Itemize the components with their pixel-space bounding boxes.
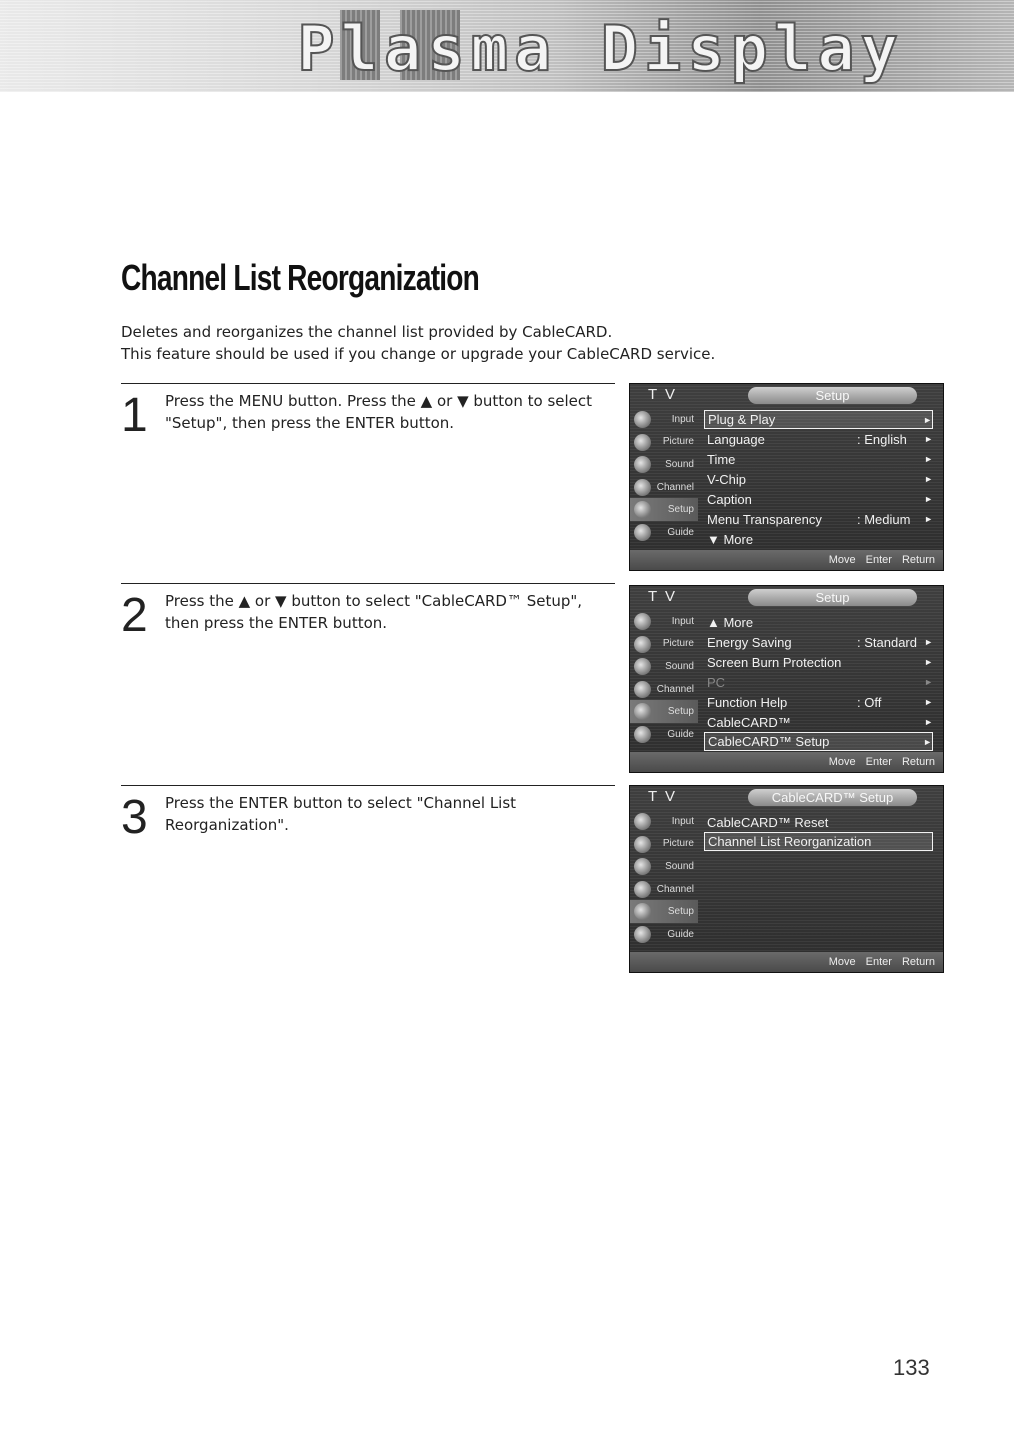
osd-sidebar-label: Setup: [667, 504, 694, 516]
osd-menu-item-label: Screen Burn Protection: [707, 654, 842, 670]
osd-sidebar-label: Sound: [665, 860, 694, 872]
osd-sidebar-item-channel[interactable]: [630, 878, 698, 901]
osd-sidebar-item-guide[interactable]: [630, 923, 698, 946]
osd-menu-item-label: V-Chip: [707, 471, 747, 487]
osd-menu-item-label: PC: [707, 674, 726, 690]
guide-icon: [634, 524, 651, 541]
osd-footer-return: Return: [901, 554, 935, 566]
osd-menu-item-value: : Standard: [857, 634, 917, 650]
arrow-right-icon: ►: [924, 514, 933, 524]
guide-icon: [634, 926, 651, 943]
sound-icon: [634, 658, 651, 675]
step-text: Press the ENTER button to select "Channel List Reorganization".: [165, 794, 517, 834]
osd-menu-item-label: Time: [707, 451, 736, 467]
osd-sidebar-item-channel[interactable]: [630, 678, 698, 701]
channel-icon: [634, 881, 651, 898]
intro-text: [121, 321, 881, 365]
osd-menu-item-label: Energy Saving: [707, 634, 792, 650]
arrow-right-icon: ►: [924, 657, 933, 667]
osd-sidebar-item-guide[interactable]: [630, 723, 698, 746]
osd-tv-label: T V: [648, 386, 678, 403]
osd-sidebar-item-guide[interactable]: [630, 521, 698, 544]
arrow-right-icon: ►: [924, 637, 933, 647]
osd-footer-enter: Enter: [865, 554, 892, 566]
arrow-right-icon: ►: [923, 414, 932, 425]
sound-icon: [634, 858, 651, 875]
osd-tv-label: T V: [648, 588, 678, 605]
osd-sidebar-item-input[interactable]: [630, 810, 698, 833]
osd-menu-list: [704, 812, 933, 851]
osd-menu-item[interactable]: [704, 449, 933, 469]
osd-footer-return: Return: [901, 956, 935, 968]
arrow-right-icon: ►: [923, 736, 932, 747]
osd-footer-enter: Enter: [865, 956, 892, 968]
arrow-right-icon: ►: [924, 494, 933, 504]
osd-sidebar-label: Sound: [665, 660, 694, 672]
osd-sidebar-item-picture[interactable]: [630, 833, 698, 856]
osd-sidebar-item-sound[interactable]: [630, 453, 698, 476]
osd-sidebar-item-channel[interactable]: [630, 476, 698, 499]
step-number: 3: [121, 791, 148, 844]
channel-icon: [634, 681, 651, 698]
osd-menu-list: [704, 410, 933, 549]
osd-menu-item-label: Caption: [707, 491, 752, 507]
osd-menu-item-label: Language: [707, 431, 765, 447]
picture-icon: [634, 636, 651, 653]
step-2: [121, 583, 615, 642]
arrow-right-icon: ►: [924, 434, 933, 444]
osd-menu-item-label: ▼ More: [707, 531, 754, 547]
osd-menu-item-label: Function Help: [707, 694, 788, 710]
osd-sidebar-item-setup[interactable]: [630, 900, 698, 923]
osd-menu-item[interactable]: [704, 692, 933, 712]
osd-footer-return: Return: [901, 756, 935, 768]
osd-menu-item[interactable]: [704, 429, 933, 449]
arrow-right-icon: ►: [924, 454, 933, 464]
arrow-right-icon: ►: [924, 474, 933, 484]
osd-menu-item[interactable]: [704, 529, 933, 549]
osd-sidebar-item-input[interactable]: [630, 408, 698, 431]
osd-footer-move: Move: [828, 756, 856, 768]
step-1: [121, 383, 615, 442]
osd-sidebar-label: Channel: [656, 683, 694, 695]
osd-screen-cablecard-setup: [629, 785, 944, 973]
osd-menu-item[interactable]: [704, 832, 933, 851]
osd-menu-item[interactable]: [704, 712, 933, 732]
osd-menu-header: CableCARD™ Setup: [748, 789, 917, 806]
osd-sidebar-item-input[interactable]: [630, 610, 698, 633]
picture-icon: [634, 434, 651, 451]
page-number: 133: [893, 1355, 930, 1380]
setup-icon: [634, 703, 651, 720]
osd-footer-move: Move: [828, 956, 856, 968]
osd-menu-item-label: CableCARD™ Reset: [707, 814, 829, 830]
osd-screen-setup: [629, 383, 944, 571]
osd-menu-item[interactable]: [704, 489, 933, 509]
input-icon: [634, 813, 651, 830]
osd-menu-item-value: : Off: [857, 694, 882, 710]
intro-line: Deletes and reorganizes the channel list provided by CableCARD.: [121, 323, 613, 341]
osd-sidebar-label: Picture: [662, 638, 694, 650]
osd-footer: [630, 752, 943, 772]
osd-sidebar-label: Input: [671, 615, 694, 627]
osd-sidebar-label: Guide: [667, 526, 694, 538]
osd-sidebar: [630, 610, 698, 750]
page-title: Channel List Reorganization: [121, 257, 480, 298]
osd-menu-header: Setup: [748, 589, 917, 606]
osd-sidebar-item-sound[interactable]: [630, 655, 698, 678]
step-number: 2: [121, 589, 148, 642]
osd-sidebar-item-setup[interactable]: [630, 700, 698, 723]
osd-footer: [630, 550, 943, 570]
arrow-right-icon: ►: [924, 717, 933, 727]
osd-menu-item-label: Channel List Reorganization: [708, 834, 872, 849]
input-icon: [634, 613, 651, 630]
osd-sidebar-item-sound[interactable]: [630, 855, 698, 878]
osd-menu-item-label: ▲ More: [707, 614, 754, 630]
osd-menu-item-label: Menu Transparency: [707, 511, 822, 527]
osd-menu-item[interactable]: [704, 672, 933, 692]
osd-sidebar-label: Setup: [667, 706, 694, 718]
osd-footer: [630, 952, 943, 972]
sound-icon: [634, 456, 651, 473]
osd-sidebar-label: Input: [671, 413, 694, 425]
osd-sidebar-label: Guide: [667, 928, 694, 940]
intro-line: This feature should be used if you change or upgrade your CableCARD service.: [121, 345, 716, 363]
osd-menu-item[interactable]: [704, 469, 933, 489]
picture-icon: [634, 836, 651, 853]
osd-sidebar-item-picture[interactable]: [630, 633, 698, 656]
osd-menu-item[interactable]: [704, 410, 933, 429]
osd-menu-item-value: : English: [857, 431, 907, 447]
osd-screen-setup-more: [629, 585, 944, 773]
osd-sidebar-label: Sound: [665, 458, 694, 470]
osd-sidebar-label: Input: [671, 815, 694, 827]
osd-sidebar-label: Guide: [667, 728, 694, 740]
step-3: [121, 785, 615, 844]
osd-menu-item[interactable]: [704, 732, 933, 751]
osd-sidebar-label: Setup: [667, 906, 694, 918]
step-text: Press the MENU button. Press the ▲ or ▼ button to select "Setup", then press the ENTER button.: [165, 392, 593, 432]
osd-menu-item-label: Plug & Play: [708, 412, 776, 427]
osd-sidebar-item-picture[interactable]: [630, 431, 698, 454]
osd-sidebar: [630, 408, 698, 548]
osd-sidebar-label: Picture: [662, 436, 694, 448]
channel-icon: [634, 479, 651, 496]
osd-footer-enter: Enter: [865, 756, 892, 768]
osd-menu-list: [704, 612, 933, 751]
osd-tv-label: T V: [648, 788, 678, 805]
osd-menu-item-label: CableCARD™ Setup: [708, 734, 830, 749]
osd-sidebar: [630, 810, 698, 950]
osd-sidebar-label: Channel: [656, 883, 694, 895]
guide-icon: [634, 726, 651, 743]
header-banner: [0, 0, 1014, 92]
setup-icon: [634, 903, 651, 920]
arrow-right-icon: ►: [924, 697, 933, 707]
osd-menu-item[interactable]: [704, 812, 933, 832]
osd-footer-move: Move: [828, 554, 856, 566]
osd-menu-header: Setup: [748, 387, 917, 404]
osd-sidebar-item-setup[interactable]: [630, 498, 698, 521]
step-number: 1: [121, 389, 148, 442]
osd-sidebar-label: Picture: [662, 838, 694, 850]
osd-menu-item[interactable]: [704, 509, 933, 529]
osd-menu-item-label: CableCARD™: [707, 714, 791, 730]
osd-menu-item-value: : Medium: [857, 511, 911, 527]
arrow-right-icon: ►: [924, 677, 933, 687]
setup-icon: [634, 501, 651, 518]
input-icon: [634, 411, 651, 428]
osd-menu-item[interactable]: [704, 612, 933, 632]
osd-menu-item[interactable]: [704, 652, 933, 672]
banner-title: Plasma Display: [297, 12, 904, 85]
osd-menu-item[interactable]: [704, 632, 933, 652]
osd-sidebar-label: Channel: [656, 481, 694, 493]
step-text: Press the ▲ or ▼ button to select "CableCARD™ Setup", then press the ENTER button.: [165, 592, 583, 632]
